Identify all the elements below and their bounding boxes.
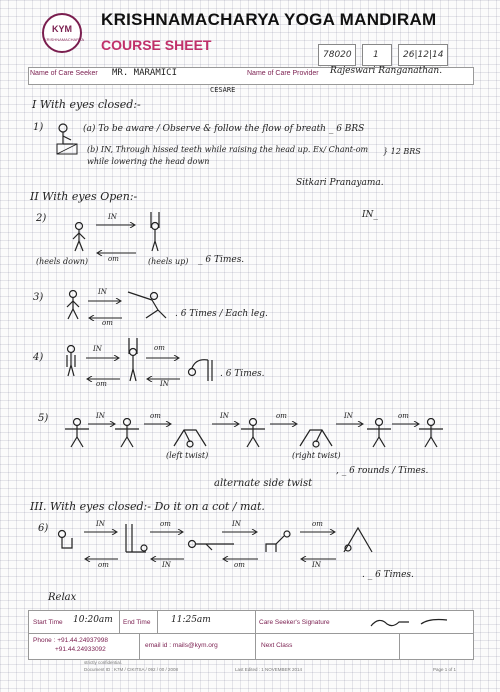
om-label-5a: om: [150, 412, 161, 420]
om-label-5c: om: [398, 412, 409, 420]
seeker-name: MR. MARAMICI: [112, 68, 178, 78]
t-pose-figure-icon-4: [366, 418, 392, 448]
sitkari-label: Sitkari Pranayama.: [296, 178, 384, 188]
end-time-label: End Time: [123, 619, 151, 626]
footer-table: [28, 610, 474, 660]
forward-bend-figure-icon: [186, 358, 214, 382]
relax-label: Relax: [48, 592, 77, 603]
alternate-twist-label: alternate side twist: [214, 478, 313, 489]
t-pose-figure-icon: [64, 418, 90, 448]
email-label: email id : mails@kym.org: [145, 642, 218, 649]
arrow-right-icon-4b: [146, 355, 180, 361]
twist-figure-icon-right: [296, 424, 336, 448]
section-1-heading: I With eyes closed:-: [32, 98, 141, 111]
child-pose-figure-icon: [342, 524, 374, 554]
arrow-right-icon-6a: [84, 529, 118, 535]
item-5-number: 5): [38, 413, 49, 424]
item-2-reps: _ 6 Times.: [198, 255, 245, 265]
item-1-number: 1): [33, 122, 44, 133]
item-4-number: 4): [33, 352, 44, 363]
standing-figure-icon: [70, 222, 88, 252]
start-time-value: 10:20am: [73, 615, 113, 625]
twist-figure-icon-left: [170, 424, 210, 448]
om-label-3: om: [102, 319, 113, 327]
standing-figure-icon-2: [64, 290, 82, 320]
in-label-6a: IN: [96, 520, 105, 528]
om-label: om: [108, 255, 119, 263]
in-label-6d: IN: [312, 561, 321, 569]
t-pose-figure-icon-5: [418, 418, 444, 448]
item-6-reps: . _ 6 Times.: [362, 570, 414, 580]
in-label-6c: IN: [232, 520, 241, 528]
arms-up-figure-icon-4: [124, 338, 142, 382]
arrow-right-icon-5a: [88, 421, 116, 427]
seeker-label: Name of Care Seeker: [30, 70, 98, 77]
arrow-right-icon-5f: [392, 421, 420, 427]
arrow-right-icon-6c: [222, 529, 258, 535]
document-id: Document ID : K7M / CIKITSA / 092 / 00 / 2008: [84, 667, 179, 672]
in-label-5a: IN: [96, 412, 105, 420]
kneeling-figure-icon: [264, 530, 294, 554]
in-label: IN: [108, 213, 117, 221]
item-1a-text: (a) To be aware / Observe & follow the flow of breath _ 6 BRS: [83, 124, 365, 134]
item-6-number: 6): [38, 523, 49, 534]
next-class-label: Next Class: [261, 642, 293, 649]
t-pose-figure-icon-3: [240, 418, 266, 448]
arms-up-figure-icon: [146, 212, 164, 252]
section-2-heading: II With eyes Open:-: [30, 190, 138, 203]
t-pose-figure-icon-2: [114, 418, 140, 448]
om-label-6a: om: [98, 561, 109, 569]
left-twist-label: (left twist): [166, 451, 209, 460]
arrow-right-icon-3: [88, 298, 122, 304]
om-label-6b: om: [160, 520, 171, 528]
om-label-5b: om: [276, 412, 287, 420]
right-twist-label: (right twist): [292, 451, 341, 460]
arrow-right-icon-5e: [336, 421, 364, 427]
item-5-reps: , _ 6 rounds / Times.: [336, 466, 429, 476]
date-value: 26|12|14: [403, 50, 444, 60]
in-label-6b: IN: [162, 561, 171, 569]
kym-logo: [42, 13, 85, 53]
sheet-no-box: [362, 44, 392, 66]
arrow-right-icon-6b: [150, 529, 184, 535]
logo-text: KYM: [52, 24, 72, 34]
seeker-note: CESARE: [210, 86, 236, 94]
confidential-note: strictly confidential.: [84, 660, 123, 665]
arrow-right-icon-5d: [270, 421, 298, 427]
header-boxes: [312, 44, 448, 66]
in-label-3: IN: [98, 288, 107, 296]
om-label-4a: om: [96, 380, 107, 388]
code-value: 78020: [323, 50, 352, 60]
om-label-6c: om: [234, 561, 245, 569]
arrow-right-icon-6d: [300, 529, 336, 535]
phone-label: Phone : +91.44.24937998: [33, 637, 109, 644]
logo-subtext: KRISHNAMACHARYA: [44, 37, 85, 42]
item-2-number: 2): [36, 213, 47, 224]
signature-image: [369, 614, 449, 630]
arrow-right-icon: [96, 222, 136, 228]
item-1b-reps: } 12 BRS: [383, 147, 421, 156]
item-3-reps: . 6 Times / Each leg.: [175, 309, 268, 319]
start-time-label: Start Time: [33, 619, 63, 626]
om-label-6d: om: [312, 520, 323, 528]
shoulder-stand-figure-icon: [120, 524, 148, 554]
provider-label: Name of Care Provider: [247, 70, 319, 77]
heels-down-label: (heels down): [36, 257, 89, 266]
om-label-4b: om: [154, 344, 165, 352]
sheet-no-value: 1: [373, 50, 379, 60]
org-title: KRISHNAMACHARYA YOGA MANDIRAM: [101, 10, 437, 29]
page-number: Page 1 of 1: [433, 667, 457, 672]
in-label-5c: IN: [344, 412, 353, 420]
standing-figure-icon-4: [62, 345, 80, 377]
item-4-reps: . 6 Times.: [220, 369, 265, 379]
arrow-right-icon-5c: [212, 421, 240, 427]
signature-label: Care Seeker's Signature: [259, 619, 330, 626]
in-label-right: IN_: [362, 210, 378, 220]
in-label-5b: IN: [220, 412, 229, 420]
in-label-4a: IN: [93, 345, 102, 353]
item-3-number: 3): [33, 292, 44, 303]
sheet-title: COURSE SHEET: [101, 37, 212, 53]
section-3-heading: III. With eyes closed:- Do it on a cot / mat.: [30, 500, 265, 513]
heels-up-label: (heels up): [148, 257, 189, 266]
in-label-4b: IN: [160, 380, 169, 388]
code-box: [318, 44, 356, 66]
arrow-right-icon-5b: [144, 421, 172, 427]
last-edited: Last Edited : 1 NOVEMBER 2014: [235, 667, 303, 672]
seated-figure-icon: [55, 122, 81, 158]
item-1b-text: (b) IN, Through hissed teeth while raising the head up. Ex/ Chant-om while lowering the head down: [87, 145, 369, 166]
phone-2: +91.44.24933092: [55, 646, 106, 653]
end-time-value: 11:25am: [171, 615, 211, 625]
lunge-figure-icon: [124, 290, 168, 320]
provider-name: Rajeswari Ranganathan.: [330, 66, 443, 76]
arrow-right-icon-4a: [86, 355, 120, 361]
prone-figure-icon: [186, 536, 236, 552]
lying-figure-icon: [56, 528, 78, 552]
date-box: [398, 44, 448, 66]
